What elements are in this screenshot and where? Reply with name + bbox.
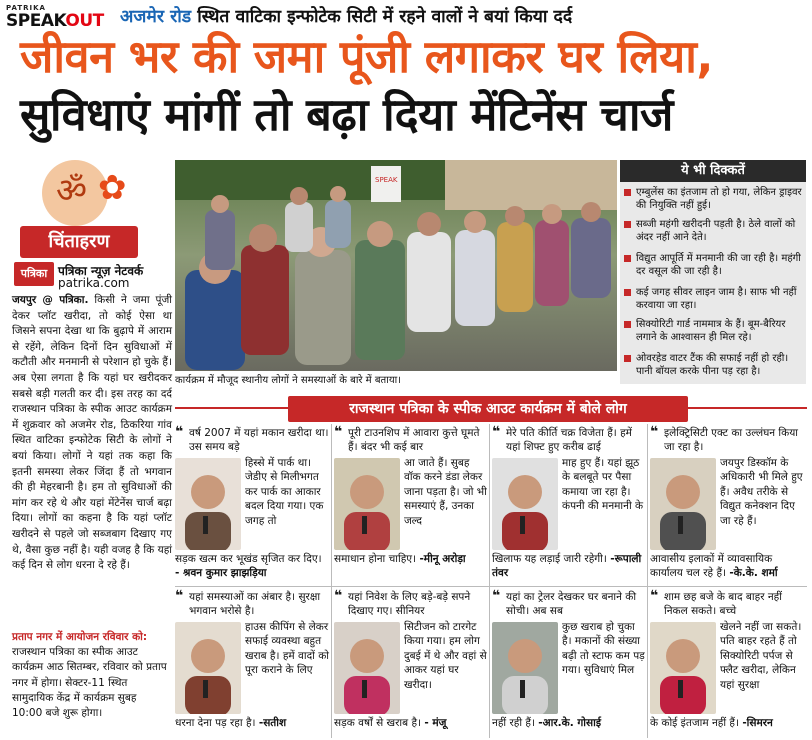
quote-author: -के.के. शर्मा (729, 567, 778, 580)
headline-line-1: जीवन भर की जमा पूंजी लगाकर घर लिया, (20, 30, 714, 83)
headline-line-2: सुविधाएं मांगीं तो बढ़ा दिया मेंटिनेंस चार्ज (20, 88, 673, 141)
quote-body: माह हुए हैं। यहां झूठ के बलबूते पर पैसा कमाया जा रहा है। कंपनी की मनमानी के (562, 457, 644, 513)
event-notice: प्रताप नगर में आयोजन रविवार को: राजस्थान पत्रिका का स्पीक आउट कार्यक्रम आठ सितम्बर, रविवार को प्रताप नगर में होगा। सेक्टर-11 स्थित सामुदायिक केंद्र में कार्यक्रम सुबह 10:00 बजे शुरू होगा। (12, 631, 167, 720)
brand-main: SPEAKOUT (6, 11, 104, 31)
banner-text: SPEAK (375, 176, 398, 184)
event-photo (175, 160, 617, 371)
quote-body: आ जाते हैं। सुबह वॉक करने डंडा लेकर जाना पड़ता है। जो भी समस्याएं हैं, उनका जल्द (404, 457, 487, 527)
article-body: जयपुर @ पत्रिका. किसी ने जमा पूंजी देकर प्लॉट खरीदा, तो कोई ऐसा था जिसने सपना देखा था कि बुढ़ापे में आराम से रहेंगे, लेकिन दिनों दिन सुविधाओं में कटौती और मनमानी से परेशान हो चुके हैं। अब ऐसा लगता है कि यहां घर खरीदकर सबसे बड़ी गलती कर दी। इस तरह का दर्द राजस्थान पत्रिका के स्पीक आउट कार्यक्रम में शुक्रवार को अजमेर रोड, ठिकरिया गांव स्थित वाटिका इन्फोटेक सिटी के लोगों ने बयां किया। लोगों ने यहां तक कहा कि इतनी समस्या लेकर जिंदा हैं तो भगवान की ही मेहरबानी है। हम तो सुविधाओं की मांग कर रहे थे और यहां मेंटेनेंस चार्ज बढ़ा दिया। लोगों का कहना है कि यहां प्लॉट खरीदने से पहले जो सब्जबाग दिखाए गए थे, वैसा कुछ नहीं है। यही वजह है कि यहां कई दिन से लोग धरना दे रहे हैं। (12, 294, 172, 572)
quote-lead: पूरी टाउनशिप में आवारा कुत्ते घूमते हैं। बंदर भी कई बार (348, 427, 480, 454)
issue-item: कई जगह सीवर लाइन जाम है। साफ भी नहीं करवाया जा रहा। (624, 286, 804, 312)
quote-body: सिटीजन को टारगेट किया गया। हम लोग दुबई में थे और वहां से आकर यहां घर खरीदा। (404, 621, 487, 691)
quote-author: - मंजू (424, 717, 447, 729)
speaker-photo (492, 622, 558, 714)
quote-icon: ❝ (650, 424, 659, 440)
quote-tail: सड़क खत्म कर भूखंड सृजित कर दिए। - श्रवन कुमार झाझड़िया (175, 553, 322, 580)
issue-item: सिक्योरिटी गार्ड नाममात्र के हैं। बूम-बैरियर लगाने के आश्वासन ही मिल रहे। (624, 318, 804, 344)
quote-card (334, 426, 488, 576)
column-divider (647, 424, 648, 738)
quote-tail: खिलाफ यह लड़ाई जारी रहेगी। -रूपाली तंवर (492, 553, 642, 580)
news-network: पत्रिका न्यूज़ नेटवर्क (58, 264, 144, 278)
quote-tail: नहीं रही हैं। -आर.के. गोसाई (492, 717, 601, 729)
quote-icon: ❝ (175, 424, 184, 440)
quote-lead: यहां निवेश के लिए बड़े-बड़े सपने दिखाए गए। सीनियर (348, 591, 471, 618)
quote-body: कुछ खराब हो चुका है। मकानों की संख्या बढ़ी तो स्टाफ कम पड़ गया। सुविधाएं मिल (562, 621, 645, 677)
speakout-logo (6, 4, 106, 30)
quote-body: हाउस कीपिंग से लेकर सफाई व्यवस्था बहुत खराब है। हमें वादों को पूरा कराने के लिए (245, 621, 329, 677)
event-notice-head: प्रताप नगर में आयोजन रविवार को: (12, 631, 148, 643)
quote-card (492, 424, 646, 580)
flower-icon: ✿ (98, 168, 127, 208)
quote-author: - श्रवन कुमार झाझड़िया (175, 567, 267, 580)
quote-icon: ❝ (492, 588, 501, 604)
quote-lead: यहां समस्याओं का अंबार है। सुरक्षा भगवान भरोसे है। (189, 591, 321, 618)
photo-caption: कार्यक्रम में मौजूद स्थानीय लोगों ने समस्याओं के बारे में बताया। (175, 375, 402, 386)
kicker-accent: अजमेर रोड (120, 7, 192, 27)
quote-body: हिस्से में पार्क था। जेडीए से मिलीभगत कर पार्क का आकार बदल दिया गया। एक जगह तो (245, 457, 324, 527)
quote-card (175, 590, 329, 740)
quote-tail: धरना देना पड़ रहा है। -सतीश (175, 717, 287, 729)
issue-item: ओवरहेड वाटर टैंक की सफाई नहीं हो रही। पानी बॉयल करके पीना पड़ रहा है। (624, 352, 804, 378)
quote-tail: समाधान होना चाहिए। -मीनू अरोड़ा (334, 553, 466, 565)
quote-card (650, 424, 804, 580)
issues-title: ये भी दिक्कतें (620, 160, 806, 182)
speaker-photo (334, 458, 400, 550)
speaker-photo (492, 458, 558, 550)
quote-author: -रूपाली तंवर (492, 553, 642, 580)
quote-tail: सड़क वर्षों से खराब है। - मंजू (334, 717, 447, 729)
ganesh-icon: ॐ (56, 171, 88, 211)
dateline: जयपुर @ पत्रिका. (12, 294, 89, 306)
quote-lead: शाम छह बजे के बाद बाहर नहीं निकल सकते। बच्चे (664, 591, 782, 618)
quote-lead: मेरे पति कीर्ति चक्र विजेता हैं। हमें यहां शिफ्ट हुए करीब ढाई (506, 427, 632, 454)
quote-icon: ❝ (175, 588, 184, 604)
issue-item: विद्युत आपूर्ति में मनमानी की जा रही है। महंगी दर वसूल की जा रही है। (624, 252, 804, 278)
quote-author: -मीनू अरोड़ा (419, 553, 466, 565)
quote-card (175, 424, 329, 580)
issue-item: एम्बुलेंस का इंतजाम तो हो गया, लेकिन ड्राइवर की नियुक्ति नहीं हुई। (624, 186, 804, 212)
kicker (120, 4, 810, 28)
quote-lead: यहां का ट्रेलर देखकर घर बनाने की सोची। अब सब (506, 591, 637, 618)
issues-box (620, 182, 806, 384)
quote-lead: इलेक्ट्रिसिटी एक्ट का उल्लंघन किया जा रहा है। (664, 427, 799, 454)
quote-lead: वर्ष 2007 में यहां मकान खरीदा था। उस समय बड़े (189, 427, 329, 454)
issue-item: सब्जी महंगी खरीदनी पड़ती है। ठेले वालों को अंदर नहीं आने देते। (624, 218, 804, 244)
speaker-photo (650, 458, 716, 550)
brand-top: PATRIKA (6, 4, 46, 12)
quote-tail: के कोई इंतजाम नहीं हैं। -सिमरन (650, 717, 773, 729)
row-divider (175, 586, 807, 587)
quote-card (492, 590, 646, 740)
speaker-photo (334, 622, 400, 714)
quote-icon: ❝ (492, 424, 501, 440)
quote-body: खेलने नहीं जा सकते। पति बाहर रहते हैं तो सिक्योरिटी पर्पज से फ्लैट खरीदा, लेकिन यहां सुरक्षा (720, 621, 802, 691)
quote-body: जयपुर डिस्कॉम के अधिकारी भी मिले हुए हैं। अवैध तरीके से विद्युत कनेक्शन दिए जा रहे हैं। (720, 457, 803, 527)
patrika-badge: पत्रिका (14, 262, 54, 286)
quote-icon: ❝ (334, 424, 343, 440)
kicker-rest: स्थित वाटिका इन्फोटेक सिटी में रहने वालों ने बयां किया दर्द (191, 7, 573, 27)
quote-icon: ❝ (334, 588, 343, 604)
quote-tail: आवासीय इलाकों में व्यावसायिक कार्यालय चल रहे हैं। -के.के. शर्मा (650, 553, 778, 580)
quote-icon: ❝ (650, 588, 659, 604)
chintaharan-logo (28, 160, 138, 224)
quote-author: -आर.के. गोसाई (538, 717, 601, 729)
section-title: राजस्थान पत्रिका के स्पीक आउट कार्यक्रम में बोले लोग (288, 396, 688, 422)
quote-author: -सतीश (258, 717, 287, 729)
chintaharan-label: चिंताहरण (20, 226, 138, 258)
crowd-photo-illustration (175, 160, 617, 371)
column-divider (489, 424, 490, 738)
quote-card (334, 590, 488, 740)
speaker-photo (175, 458, 241, 550)
patrika-url: patrika.com (58, 276, 130, 290)
speaker-photo (650, 622, 716, 714)
column-divider (331, 424, 332, 738)
quote-author: -सिमरन (742, 717, 773, 729)
quote-card (650, 590, 804, 740)
speaker-photo (175, 622, 241, 714)
